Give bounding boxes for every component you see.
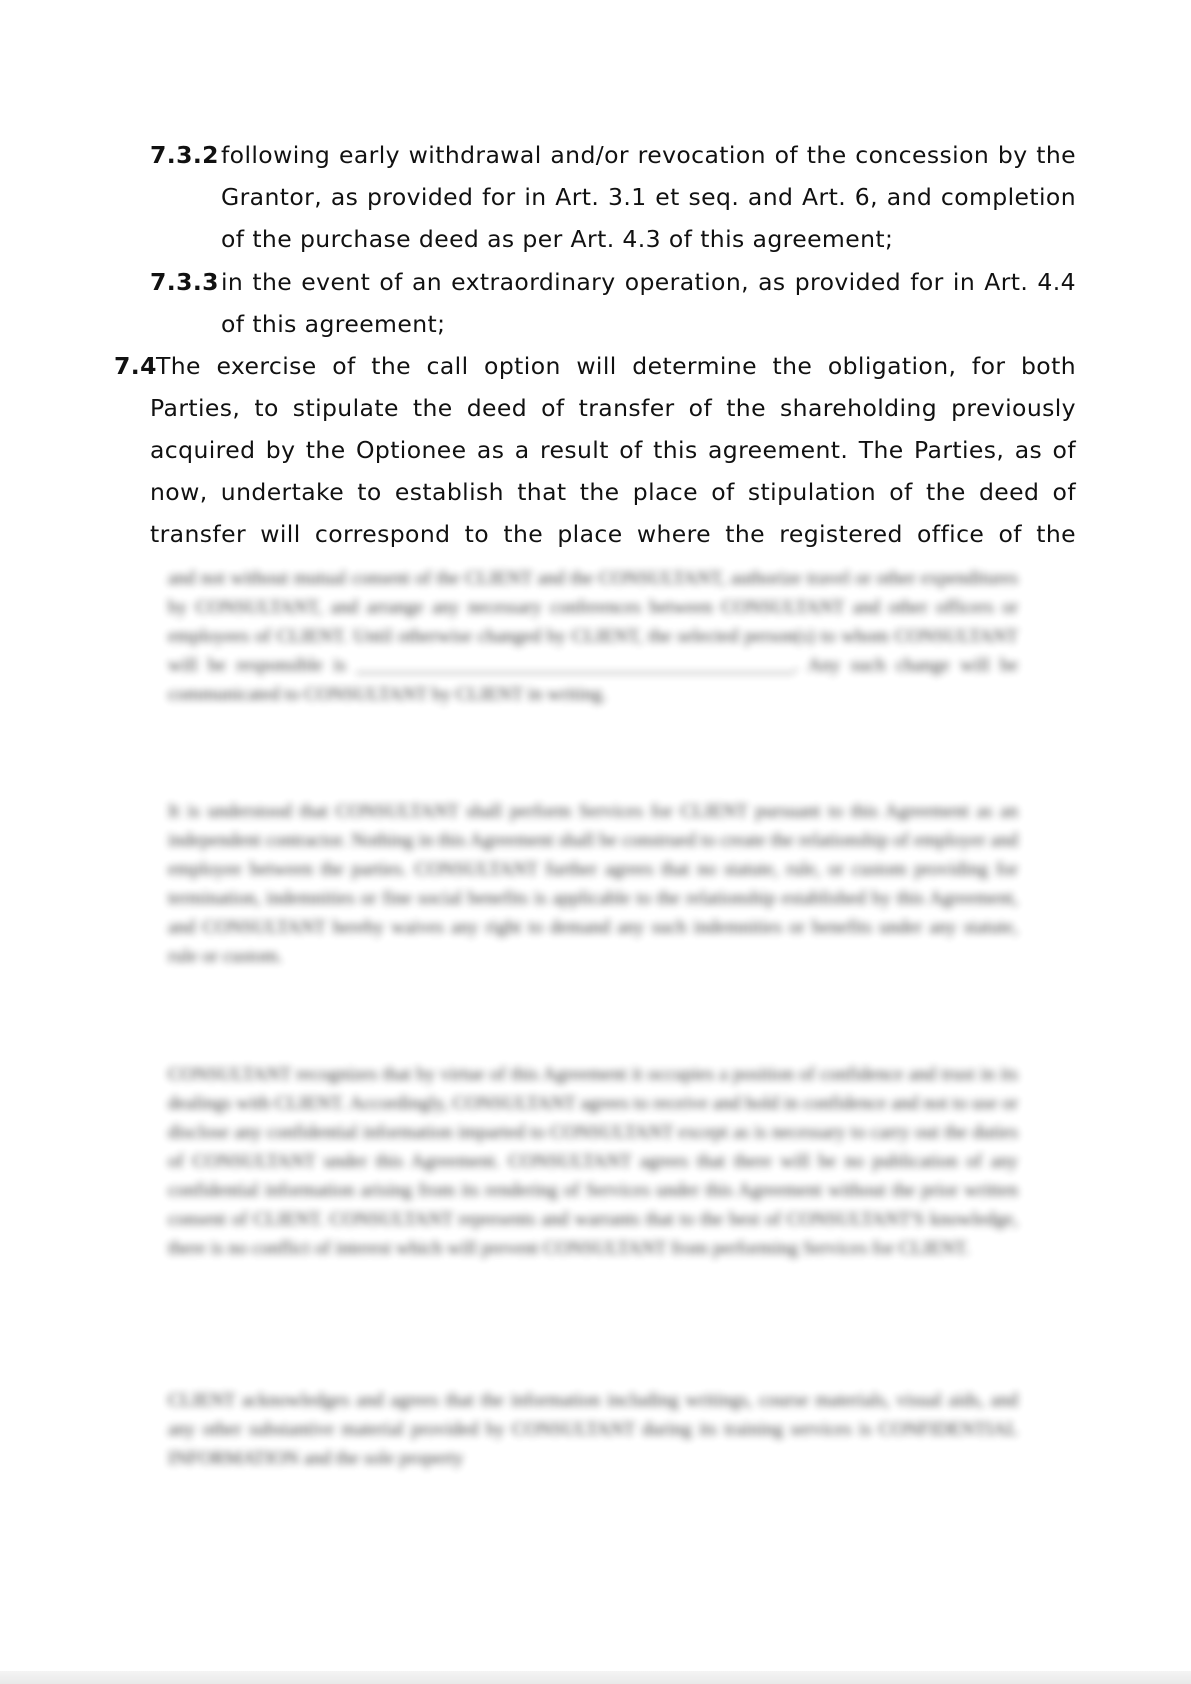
- clause-number: 7.3.3: [150, 268, 219, 296]
- clause-number: 7.4: [114, 352, 157, 380]
- blurred-paragraph: CONSULTANT recognizes that by virtue of this Agreement it occupies a position of confidence and trust in its dealings with CLIENT. Accordingly, CONSULTANT agrees to receive and hold in confidence and not to use or disclose any confidential information imparted to CONSULTANT except as is necessary to carry out the duties of CONSULTANT under this Agreement. CONSULTANT agrees that there will be no publication of any confidential information arising from its rendering of Services under this Agreement without the prior written consent of CLIENT. CONSULTANT represents and warrants that to the best of CONSULTANT'S knowledge, there is no conflict of interest which will prevent CONSULTANT from performing Services for CLIENT.: [168, 1064, 1018, 1259]
- clause-7-4: [0, 345, 1191, 555]
- clause-7-3-2: [0, 134, 1191, 264]
- clause-text: The exercise of the call option will determine the obligation, for both Parties, to stipulate the deed of transfer of the shareholding previously acquired by the Optionee as a result of this agreement. The Parties, as of now, undertake to establish that the place of stipulation of the deed of transfer will correspond to the place where the registered office of the: [150, 352, 1076, 548]
- clause-7-3-3: [0, 261, 1191, 351]
- clause-text: following early withdrawal and/or revocation of the concession by the Grantor, as provided for in Art. 3.1 et seq. and Art. 6, and completion of the purchase deed as per Art. 4.3 of this agreement;: [221, 141, 1076, 253]
- page-bottom-edge: [0, 1671, 1191, 1684]
- clause-text: in the event of an extraordinary operation, as provided for in Art. 4.4 of this agreement;: [221, 268, 1076, 338]
- clause-number: 7.3.2: [150, 141, 219, 169]
- blurred-paragraph: and not without mutual consent of the CLIENT and the CONSULTANT, authorize travel or other expenditures by CONSULTANT, and arrange any necessary conferences between CONSULTANT and other officers or employees of CLIENT. Until otherwise changed by CLIENT, the selected person(s) to whom CONSULTANT will be responsible is ______________________________________________. Any such change will be communicated to CONSULTANT by CLIENT in writing.: [168, 568, 1018, 705]
- blurred-paragraph: It is understood that CONSULTANT shall perform Services for CLIENT pursuant to this Agreement as an independent contractor. Nothing in this Agreement shall be construed to create the relationship of employer and employee between the parties. CONSULTANT further agrees that no statute, rule, or custom providing for termination, indemnities or fine social benefits is applicable to the relationship established by this Agreement, and CONSULTANT hereby waives any right to demand any such indemnities or benefits under any statute, rule or custom.: [168, 801, 1018, 967]
- blurred-paragraph: CLIENT acknowledges and agrees that the information including writings, course materials, visual aids, and any other substantive material provided by CONSULTANT during its training services is CONFIDENTIAL INFORMATION and the sole property: [168, 1390, 1018, 1469]
